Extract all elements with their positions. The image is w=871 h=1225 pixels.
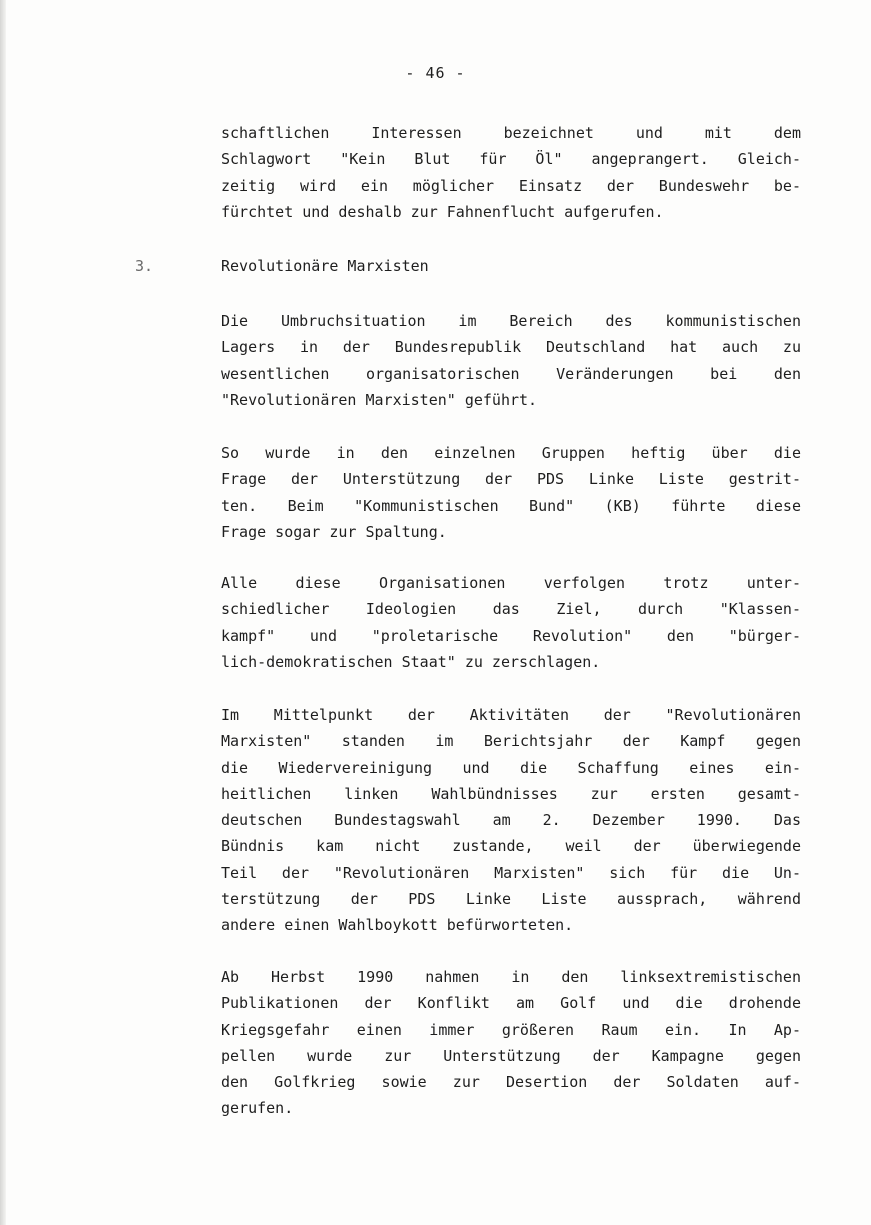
text-line: Frage sogar zur Spaltung. — [221, 522, 447, 541]
text-line: pellen wurde zur Unterstützung der Kampagne gegen — [221, 1046, 801, 1065]
paragraph-5 — [221, 702, 801, 939]
text-line: Frage der Unterstützung der PDS Linke Liste gestrit- — [221, 470, 801, 489]
text-line: ten. Beim "Kommunistischen Bund" (KB) führte diese — [221, 496, 801, 515]
page-number: - 46 - — [405, 64, 466, 82]
text-line: Schlagwort "Kein Blut für Öl" angeprangert. Gleich- — [221, 150, 801, 169]
text-line: Die Umbruchsituation im Bereich des kommunistischen — [221, 312, 801, 330]
text-line: die Wiedervereinigung und die Schaffung eines ein- — [221, 758, 801, 777]
text-line: heitlichen linken Wahlbündnisses zur ersten gesamt- — [221, 784, 801, 803]
text-line: den Golfkrieg sowie zur Desertion der Soldaten auf- — [221, 1073, 801, 1092]
text-line: lich-demokratischen Staat" zu zerschlagen. — [221, 652, 601, 671]
text-line: Marxisten" standen im Berichtsjahr der Kampf gegen — [221, 732, 801, 751]
paragraph-1 — [221, 120, 801, 225]
text-line: So wurde in den einzelnen Gruppen heftig über die — [221, 444, 801, 462]
paragraph-2 — [221, 308, 801, 413]
text-line: fürchtet und deshalb zur Fahnenflucht aufgerufen. — [221, 202, 664, 221]
text-line: schiedlicher Ideologien das Ziel, durch "Klassen- — [221, 600, 801, 619]
text-line: zeitig wird ein möglicher Einsatz der Bundeswehr be- — [221, 176, 801, 195]
text-line: Bündnis kam nicht zustande, weil der überwiegende — [221, 837, 801, 856]
text-line: Alle diese Organisationen verfolgen trotz unter- — [221, 574, 801, 592]
scan-edge — [0, 0, 6, 1225]
text-line: Kriegsgefahr einen immer größeren Raum ein. In Ap- — [221, 1020, 801, 1039]
text-line: kampf" und "proletarische Revolution" den "bürger- — [221, 626, 801, 645]
section-heading: Revolutionäre Marxisten — [221, 257, 429, 275]
text-line: Teil der "Revolutionären Marxisten" sich für die Un- — [221, 863, 801, 882]
text-line: gerufen. — [221, 1099, 294, 1118]
paragraph-3 — [221, 440, 801, 545]
text-line: Lagers in der Bundesrepublik Deutschland hat auch zu — [221, 338, 801, 357]
text-line: Ab Herbst 1990 nahmen in den linksextremistischen — [221, 968, 801, 986]
text-line: "Revolutionären Marxisten" geführt. — [221, 390, 538, 409]
section-number: 3. — [135, 257, 154, 275]
text-line: andere einen Wahlboykott befürworteten. — [221, 916, 574, 935]
paragraph-4 — [221, 570, 801, 675]
text-line: deutschen Bundestagswahl am 2. Dezember 1990. Das — [221, 811, 801, 830]
paragraph-6 — [221, 964, 801, 1122]
text-line: Im Mittelpunkt der Aktivitäten der "Revolutionären — [221, 706, 801, 724]
text-line: schaftlichen Interessen bezeichnet und mit dem — [221, 124, 801, 142]
text-line: wesentlichen organisatorischen Veränderungen bei den — [221, 364, 801, 383]
text-line: Publikationen der Konflikt am Golf und die drohende — [221, 994, 801, 1013]
text-line: terstützung der PDS Linke Liste aussprach, während — [221, 890, 801, 909]
